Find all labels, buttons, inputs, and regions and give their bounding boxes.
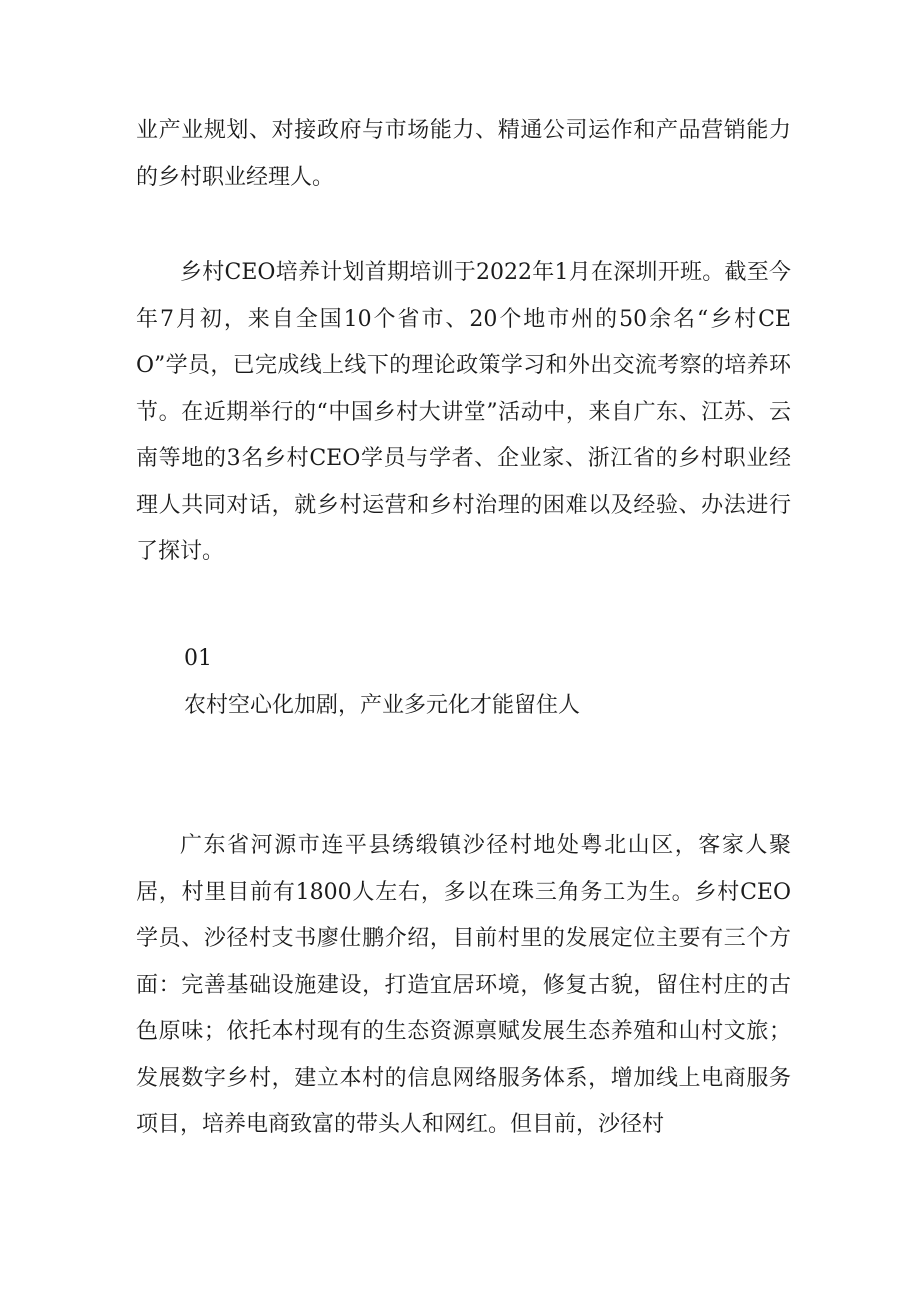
paragraph-shajing-village: 广东省河源市连平县绣缎镇沙径村地处粤北山区，客家人聚居，村里目前有1800人左右，多以在珠三角务工为生。乡村CEO学员、沙径村支书廖仕鹏介绍，目前村里的发展定位主要有三个方面：完善基础设施建设，打造宜居环境，修复古貌，留住村庄的古色原味；依托本村现有的生态资源禀赋发展生态养殖和山村文旅；发展数字乡村，建立本村的信息网络服务体系，增加线上电商服务项目，培养电商致富的带头人和网红。但目前，沙径村 — [136, 833, 791, 1137]
section-number: 01 — [184, 646, 212, 671]
paragraph-training-program: 乡村CEO培养计划首期培训于2022年1月在深圳开班。截至今年7月初，来自全国10个省市、20个地市州的50余名“乡村CEO”学员，已完成线上线下的理论政策学习和外出交流考察的培养环节。在近期举行的“中国乡村大讲堂”活动中，来自广东、江苏、云南等地的3名乡村CEO学员与学者、企业家、浙江省的乡村职业经理人共同对话，就乡村运营和乡村治理的困难以及经验、办法进行了探讨。 — [136, 260, 791, 564]
paragraph-continuation: 业产业规划、对接政府与市场能力、精通公司运作和产品营销能力的乡村职业经理人。 — [136, 118, 791, 190]
section-title: 农村空心化加剧，产业多元化才能留住人 — [184, 693, 581, 718]
